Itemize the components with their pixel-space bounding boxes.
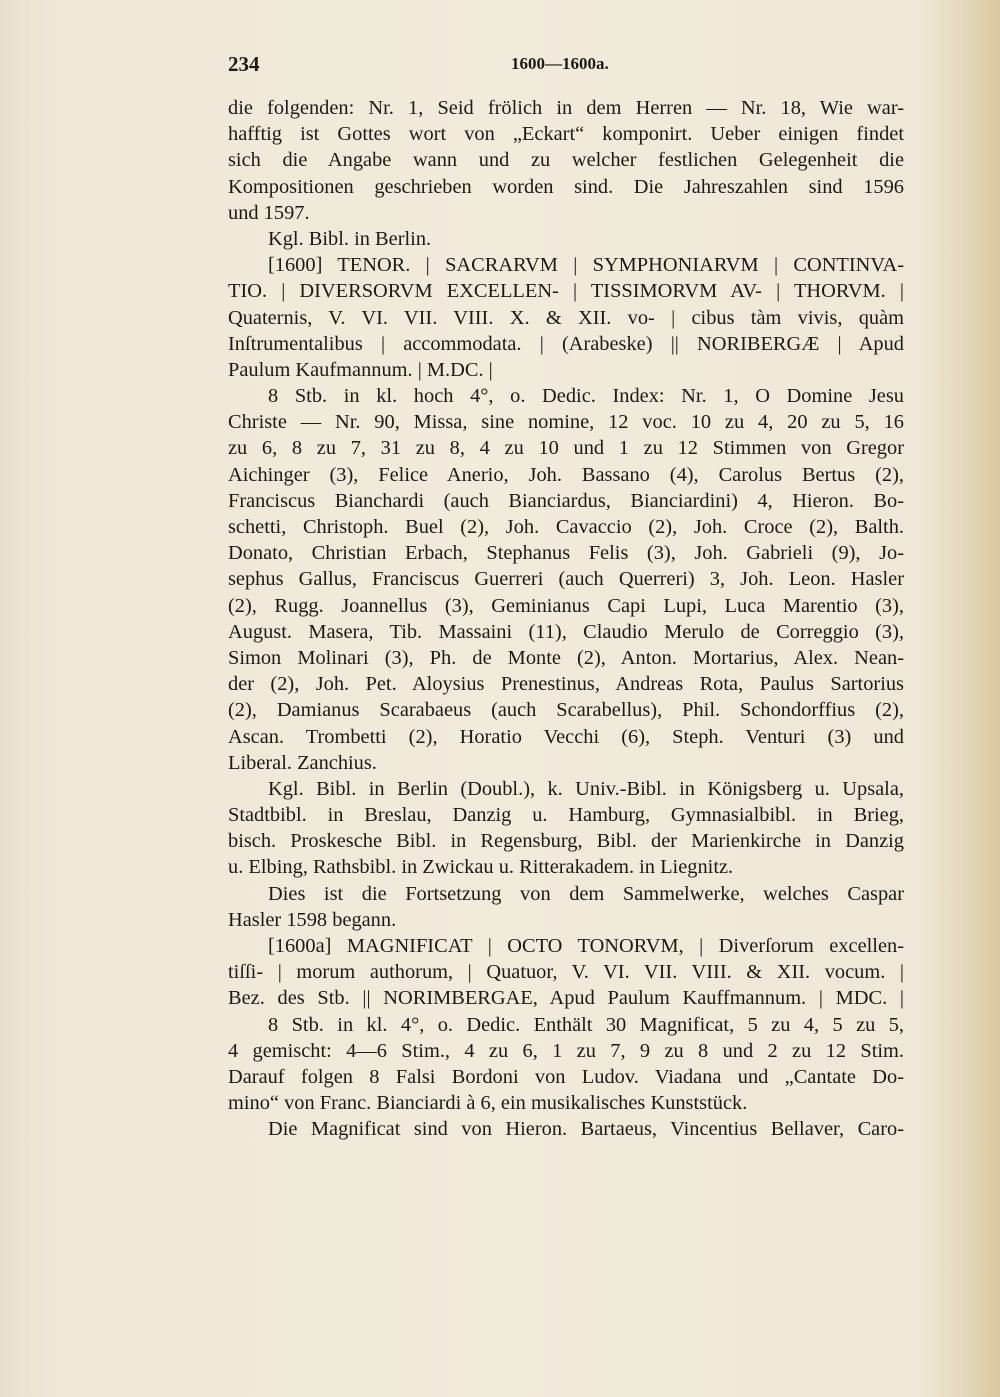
text-line: 4 gemischt: 4—6 Stim., 4 zu 6, 1 zu 7, 9 zu 8 und 2 zu 12 Stim.: [228, 1039, 904, 1062]
text-line: sich die Angabe wann und zu welcher festlichen Gelegenheit die: [228, 149, 904, 172]
text-line: Christe — Nr. 90, Missa, sine nomine, 12 voc. 10 zu 4, 20 zu 5, 16: [228, 411, 904, 434]
text-line: TIO. | DIVERSORVM EXCELLEN- | TISSIMORVM AV- | THORVM. |: [228, 280, 904, 303]
text-line: Bez. des Stb. || NORIMBERGAE, Apud Paulum Kauffmannum. | MDC. |: [228, 987, 904, 1010]
text-line: August. Masera, Tib. Massaini (11), Claudio Merulo de Correggio (3),: [228, 620, 904, 643]
text-line: und 1597.: [228, 201, 310, 224]
text-line: Die Magnificat sind von Hieron. Bartaeus, Vincentius Bellaver, Caro-: [268, 1118, 904, 1141]
text-line: Aichinger (3), Felice Anerio, Joh. Bassano (4), Carolus Bertus (2),: [228, 463, 904, 486]
text-line: Liberal. Zanchius.: [228, 751, 377, 774]
text-line: Hasler 1598 begann.: [228, 908, 397, 931]
text-line: mino“ von Franc. Bianciardi à 6, ein musikalisches Kunststück.: [228, 1092, 748, 1115]
text-line: zu 6, 8 zu 7, 31 zu 8, 4 zu 10 und 1 zu 12 Stimmen von Gregor: [228, 437, 904, 460]
text-line: [1600] TENOR. | SACRARVM | SYMPHONIARVM | CONTINVA-: [268, 254, 904, 277]
text-line: Quaternis, V. VI. VII. VIII. X. & XII. vo- | cibus tàm vivis, quàm: [228, 306, 904, 329]
text-line: Darauf folgen 8 Falsi Bordoni von Ludov. Viadana und „Cantate Do-: [228, 1065, 904, 1088]
text-line: der (2), Joh. Pet. Aloysius Prenestinus, Andreas Rota, Paulus Sartorius: [228, 673, 904, 696]
text-line: Kompositionen geschrieben worden sind. Die Jahreszahlen sind 1596: [228, 175, 904, 198]
text-line: u. Elbing, Rathsbibl. in Zwickau u. Ritterakadem. in Liegnitz.: [228, 856, 734, 879]
text-line: Simon Molinari (3), Ph. de Monte (2), Anton. Mortarius, Alex. Nean-: [228, 646, 904, 669]
text-line: tiſſi- | morum authorum, | Quatuor, V. VI. VII. VIII. & XII. vocum. |: [228, 961, 904, 984]
text-line: die folgenden: Nr. 1, Seid frölich in dem Herren — Nr. 18, Wie war-: [228, 97, 904, 119]
page-header: [228, 52, 904, 82]
text-line: hafftig ist Gottes wort von „Eckart“ komponirt. Ueber einigen findet: [228, 123, 904, 146]
text-line: Dies ist die Fortsetzung von dem Sammelwerke, welches Caspar: [268, 882, 904, 905]
text-line: sephus Gallus, Franciscus Guerreri (auch Querreri) 3, Joh. Leon. Hasler: [228, 568, 904, 591]
text-line: (2), Damianus Scarabaeus (auch Scarabellus), Phil. Schondorffius (2),: [228, 699, 904, 722]
text-line: Franciscus Bianchardi (auch Bianciardus, Bianciardini) 4, Hieron. Bo-: [228, 489, 904, 512]
page-number: 234: [228, 52, 260, 76]
text-line: (2), Rugg. Joannellus (3), Geminianus Capi Lupi, Luca Marentio (3),: [228, 594, 904, 617]
text-line: 8 Stb. in kl. 4°, o. Dedic. Enthält 30 Magnificat, 5 zu 4, 5 zu 5,: [268, 1013, 904, 1036]
text-line: Kgl. Bibl. in Berlin (Doubl.), k. Univ.-Bibl. in Königsberg u. Upsala,: [268, 777, 904, 800]
text-line: Inſtrumentalibus | accommodata. | (Arabeske) || NORIBERGÆ | Apud: [228, 332, 904, 355]
text-line: bisch. Proskesche Bibl. in Regensburg, Bibl. der Marienkirche in Danzig: [228, 830, 904, 853]
running-head: 1600—1600a.: [511, 54, 609, 73]
text-line: 8 Stb. in kl. hoch 4°, o. Dedic. Index: Nr. 1, O Domine Jesu: [268, 385, 904, 408]
text-line: [1600a] MAGNIFICAT | OCTO TONORVM, | Diverſorum excellen-: [268, 935, 904, 957]
text-line: Ascan. Trombetti (2), Horatio Vecchi (6), Steph. Venturi (3) und: [228, 725, 904, 748]
text-line: Donato, Christian Erbach, Stephanus Felis (3), Joh. Gabrieli (9), Jo-: [228, 542, 904, 565]
text-line: schetti, Christoph. Buel (2), Joh. Cavaccio (2), Joh. Croce (2), Balth.: [228, 516, 904, 538]
text-line: Stadtbibl. in Breslau, Danzig u. Hamburg, Gymnasialbibl. in Brieg,: [228, 804, 904, 827]
text-line: Paulum Kaufmannum. | M.DC. |: [228, 358, 493, 381]
body-text: [228, 95, 904, 1143]
text-line: Kgl. Bibl. in Berlin.: [268, 227, 432, 250]
